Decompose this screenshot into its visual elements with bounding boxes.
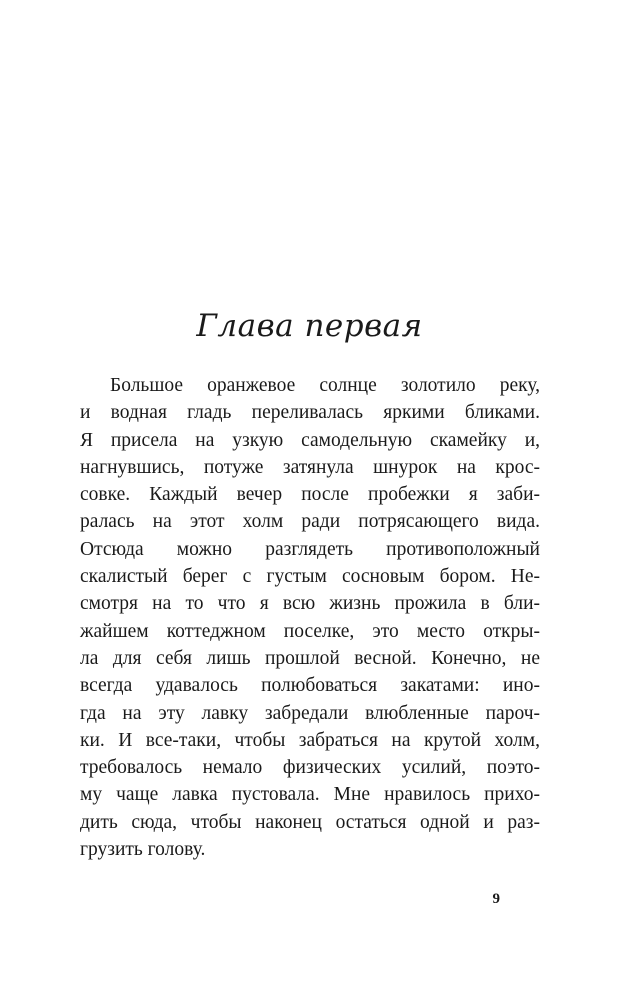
text-line: скалистый берег с густым сосновым бором. Не- [80,566,540,588]
text-line: ла для себя лишь прошлой весной. Конечно, не [80,647,540,669]
text-line: всегда удавалось полюбоваться закатами: ино- [80,675,540,697]
text-line: ки. И все-таки, чтобы забраться на крутой холм, [80,729,540,751]
text-line: му чаще лавка пустовала. Мне нравилось прихо- [80,784,540,806]
text-line: гда на эту лавку забредали влюбленные пароч- [80,702,540,724]
text-line: грузить голову. [80,839,206,861]
text-line: Я присела на узкую самодельную скамейку и, [80,429,540,451]
text-line: смотря на то что я всю жизнь прожила в бли- [80,593,540,615]
text-line: Большое оранжевое солнце золотило реку, [110,375,540,396]
text-line: жайшем коттеджном поселке, это место откры- [80,620,540,642]
text-line: Отсюда можно разглядеть противоположный [80,538,540,560]
text-line: дить сюда, чтобы наконец остаться одной и раз- [80,811,540,833]
text-line: требовалось немало физических усилий, поэто- [80,757,540,779]
text-line: нагнувшись, потуже затянула шнурок на крос- [80,456,540,478]
text-line: совке. Каждый вечер после пробежки я заби- [80,484,540,506]
text-line: ралась на этот холм ради потрясающего вида. [80,511,540,533]
text-line: и водная гладь переливалась яркими бликами. [80,402,540,424]
page-number: 9 [492,891,500,907]
chapter-paragraph [80,372,540,863]
chapter-title: Глава первая [196,308,423,344]
